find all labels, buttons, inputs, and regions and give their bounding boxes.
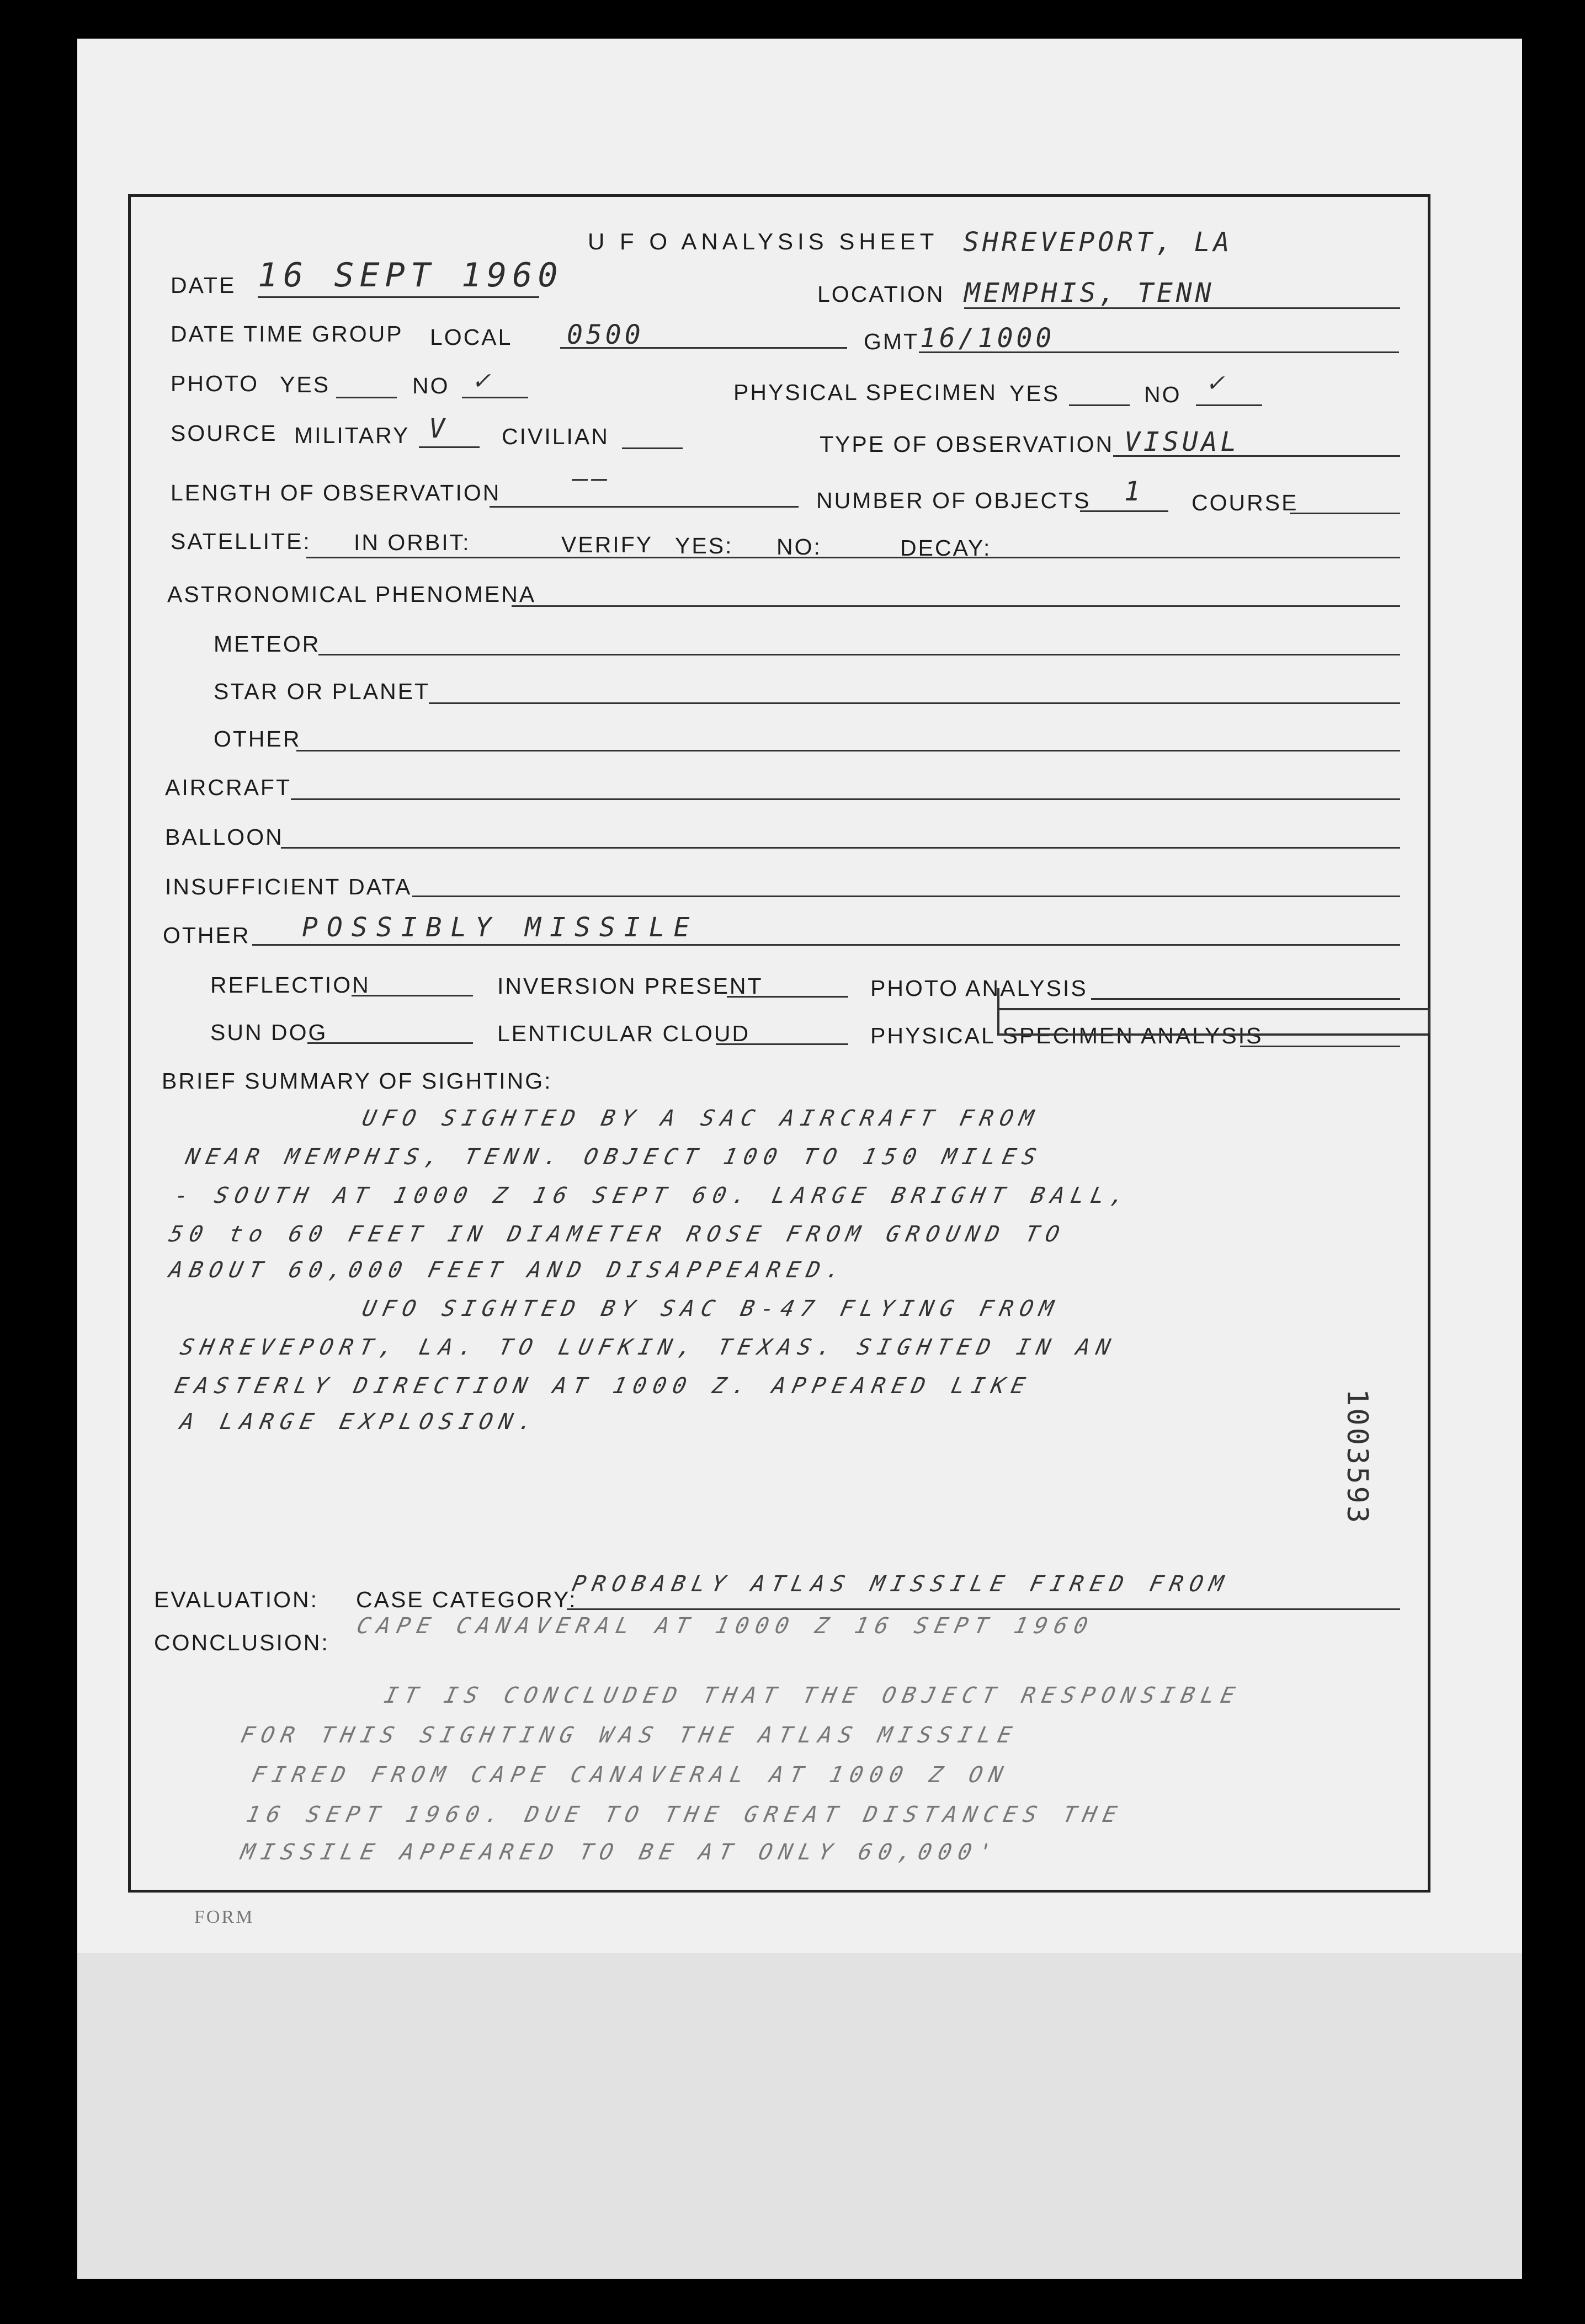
length-of-observation-value: —— bbox=[572, 463, 611, 494]
inversion-present-line bbox=[727, 996, 848, 998]
lenticular-cloud-label: LENTICULAR CLOUD bbox=[497, 1021, 751, 1046]
summary-line: SHREVEPORT, LA. TO LUFKIN, TEXAS. SIGHTED IN AN bbox=[178, 1335, 1119, 1360]
form-title: U F O ANALYSIS SHEET bbox=[588, 228, 939, 254]
summary-line: - SOUTH AT 1000 Z 16 SEPT 60. LARGE BRIGHT BALL, bbox=[172, 1183, 1134, 1208]
star-or-planet-line bbox=[429, 702, 1400, 704]
photo-analysis-label: PHOTO ANALYSIS bbox=[870, 976, 1088, 1001]
pen-bracket-top bbox=[997, 1008, 1428, 1010]
ufo-analysis-form bbox=[128, 194, 1430, 1893]
photo-no-line bbox=[462, 397, 528, 398]
conclusion-line: 16 SEPT 1960. DUE TO THE GREAT DISTANCES THE bbox=[244, 1802, 1126, 1827]
photo-yes-label: YES bbox=[280, 372, 331, 397]
course-label: COURSE bbox=[1192, 490, 1299, 515]
type-of-observation-label: TYPE OF OBSERVATION bbox=[820, 431, 1114, 457]
photo-yes-line bbox=[336, 397, 397, 398]
location-label: LOCATION bbox=[817, 281, 945, 307]
other-line bbox=[252, 944, 1400, 946]
summary-line: EASTERLY DIRECTION AT 1000 Z. APPEARED LIKE bbox=[172, 1373, 1034, 1399]
conclusion-line: MISSILE APPEARED TO BE AT ONLY 60,000' bbox=[238, 1840, 1001, 1865]
conclusion-line: FIRED FROM CAPE CANAVERAL AT 1000 Z ON bbox=[249, 1762, 1012, 1788]
case-category-line bbox=[567, 1608, 1400, 1610]
pen-bracket-right bbox=[1428, 1008, 1430, 1033]
type-of-observation-value: VISUAL bbox=[1124, 427, 1240, 457]
summary-line: NEAR MEMPHIS, TENN. OBJECT 100 TO 150 MILES bbox=[183, 1144, 1045, 1170]
reflection-label: REFLECTION bbox=[210, 972, 370, 998]
number-of-objects-label: NUMBER OF OBJECTS bbox=[816, 488, 1091, 513]
date-time-group-label: DATE TIME GROUP bbox=[171, 321, 403, 347]
location-line bbox=[964, 307, 1400, 309]
verify-label: VERIFY bbox=[561, 532, 653, 557]
length-of-observation-label: LENGTH OF OBSERVATION bbox=[171, 480, 501, 505]
conclusion-label: CONCLUSION: bbox=[154, 1630, 329, 1655]
astronomical-line bbox=[512, 605, 1400, 607]
length-of-observation-line bbox=[490, 506, 799, 508]
star-or-planet-label: STAR OR PLANET bbox=[214, 679, 430, 704]
local-line bbox=[560, 347, 847, 349]
specimen-no-label: NO bbox=[1144, 382, 1182, 407]
astronomical-phenomena-label: ASTRONOMICAL PHENOMENA bbox=[167, 582, 536, 607]
inversion-present-label: INVERSION PRESENT bbox=[497, 973, 763, 999]
photo-no-label: NO bbox=[412, 373, 450, 398]
sun-dog-label: SUN DOG bbox=[210, 1020, 328, 1045]
meteor-line bbox=[318, 654, 1400, 655]
military-value: V bbox=[429, 413, 448, 444]
other-value: POSSIBLY MISSILE bbox=[302, 912, 699, 943]
military-line bbox=[419, 446, 480, 448]
reflection-line bbox=[352, 995, 473, 996]
number-of-objects-value: 1 bbox=[1124, 476, 1143, 507]
conclusion-value: CAPE CANAVERAL AT 1000 Z 16 SEPT 1960 bbox=[354, 1613, 1097, 1639]
conclusion-line: FOR THIS SIGHTING WAS THE ATLAS MISSILE bbox=[238, 1723, 1021, 1748]
lenticular-cloud-line bbox=[716, 1043, 848, 1045]
satellite-line bbox=[306, 557, 1400, 558]
paper-lower-area bbox=[77, 1953, 1522, 2279]
summary-line: UFO SIGHTED BY SAC B-47 FLYING FROM bbox=[360, 1296, 1062, 1321]
local-label: LOCAL bbox=[430, 324, 513, 350]
sun-dog-line bbox=[307, 1042, 473, 1044]
gmt-value: 16/1000 bbox=[920, 323, 1055, 354]
decay-label: DECAY: bbox=[900, 535, 992, 561]
physical-specimen-analysis-label: PHYSICAL SPECIMEN ANALYSIS bbox=[870, 1023, 1263, 1048]
brief-summary-label: BRIEF SUMMARY OF SIGHTING: bbox=[162, 1068, 552, 1094]
civilian-label: CIVILIAN bbox=[502, 424, 609, 449]
handwritten-location-top: SHREVEPORT, LA bbox=[963, 227, 1233, 258]
gmt-label: GMT bbox=[864, 329, 919, 354]
verify-yes-label: YES: bbox=[675, 533, 733, 558]
case-category-value: PROBABLY ATLAS MISSILE FIRED FROM bbox=[570, 1571, 1232, 1597]
specimen-no-check: ✓ bbox=[1207, 367, 1226, 398]
conclusion-line: IT IS CONCLUDED THAT THE OBJECT RESPONSIBLE bbox=[382, 1683, 1244, 1708]
date-line bbox=[258, 296, 539, 298]
meteor-label: METEOR bbox=[214, 631, 321, 657]
specimen-no-line bbox=[1196, 404, 1262, 406]
insufficient-data-label: INSUFFICIENT DATA bbox=[165, 874, 412, 899]
military-label: MILITARY bbox=[294, 423, 410, 448]
date-label: DATE bbox=[171, 273, 236, 298]
photo-analysis-line bbox=[1091, 998, 1400, 1000]
photo-no-check: ✓ bbox=[473, 365, 492, 396]
specimen-yes-label: YES bbox=[1009, 381, 1060, 406]
aircraft-label: AIRCRAFT bbox=[165, 775, 291, 800]
course-line bbox=[1290, 513, 1400, 514]
specimen-yes-line bbox=[1069, 404, 1130, 406]
summary-line: 50 to 60 FEET IN DIAMETER ROSE FROM GROUND TO bbox=[167, 1222, 1068, 1247]
insufficient-data-line bbox=[412, 896, 1400, 897]
summary-line: ABOUT 60,000 FEET AND DISAPPEARED. bbox=[167, 1257, 849, 1283]
summary-line: A LARGE EXPLOSION. bbox=[178, 1409, 542, 1435]
case-category-label: CASE CATEGORY: bbox=[356, 1587, 577, 1612]
other-label: OTHER bbox=[163, 923, 251, 948]
balloon-label: BALLOON bbox=[165, 824, 284, 850]
photo-label: PHOTO bbox=[171, 371, 259, 396]
astro-other-label: OTHER bbox=[214, 726, 301, 751]
in-orbit-label: IN ORBIT: bbox=[354, 530, 471, 555]
source-label: SOURCE bbox=[171, 420, 278, 446]
type-of-observation-line bbox=[1113, 455, 1400, 457]
balloon-line bbox=[281, 847, 1400, 849]
summary-line: UFO SIGHTED BY A SAC AIRCRAFT FROM bbox=[360, 1106, 1043, 1131]
pen-bracket-bottom bbox=[997, 1033, 1428, 1036]
satellite-label: SATELLITE: bbox=[171, 529, 311, 554]
civilian-line bbox=[622, 447, 683, 449]
form-footer-label: FORM bbox=[194, 1907, 254, 1927]
local-value: 0500 bbox=[567, 319, 644, 350]
aircraft-line bbox=[291, 798, 1400, 800]
gmt-line bbox=[919, 351, 1399, 353]
evaluation-label: EVALUATION: bbox=[154, 1587, 319, 1612]
location-value: MEMPHIS, TENN bbox=[964, 278, 1215, 308]
physical-specimen-analysis-line bbox=[1240, 1046, 1400, 1047]
date-value: 16 SEPT 1960 bbox=[258, 256, 563, 295]
number-of-objects-line bbox=[1080, 510, 1168, 512]
pen-bracket-left bbox=[997, 988, 999, 1035]
physical-specimen-label: PHYSICAL SPECIMEN bbox=[733, 380, 997, 405]
document-stamp-number: 1003593 bbox=[1341, 1389, 1374, 1526]
astro-other-line bbox=[296, 750, 1400, 751]
verify-no-label: NO: bbox=[776, 534, 822, 559]
